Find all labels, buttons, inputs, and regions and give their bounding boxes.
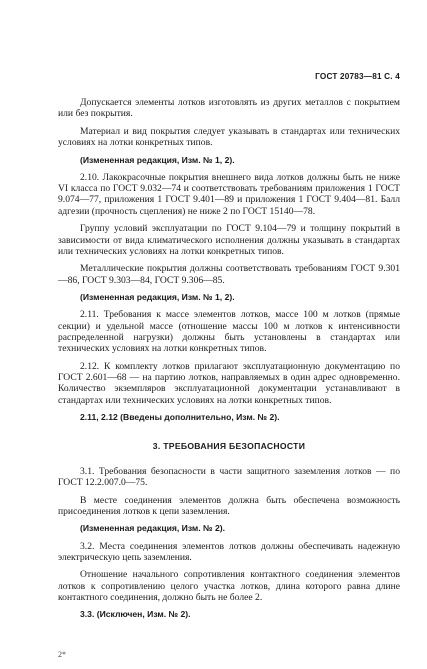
amendment-note: 3.3. (Исключен, Изм. № 2). [80,609,191,620]
paragraph: Отношение начального сопротивления контактного соединения элементов лотков к сопротивлению целого участка лотков, длина которого равна длине контактного соединения, должно быть не более 2. [58,569,400,603]
amendment-note: 2.11, 2.12 (Введены дополнительно, Изм. № 2). [80,412,280,423]
paragraph: 2.11. Требования к массе элементов лотков, массе 100 м лотков (прямые секции) и удельной массе (отношение массы 100 м лотков к интенсивности распределенной нагрузки) должны быть установлены в стандартах или технических условиях на лотки конкретных типов. [58,309,400,355]
paragraph: 2.10. Лакокрасочные покрытия внешнего вида лотков должны быть не ниже VI класса по ГОСТ 9.032—74 и соответствовать требованиям приложения 1 ГОСТ 9.074—77, приложения 1 ГОСТ 9.401—89 и приложения 1 ГОСТ 9.404—81. Балл адгезии (прочность сцепления) не ниже 2 по ГОСТ 15140—78. [58,171,400,217]
document-body [58,97,400,627]
page-footer-mark: 2* [58,650,66,659]
page-header: ГОСТ 20783—81 С. 4 [315,72,400,81]
amendment-note: (Измененная редакция, Изм. № 2). [80,523,226,534]
amendment-note: (Измененная редакция, Изм. № 1, 2). [80,292,235,303]
section-heading: 3. ТРЕБОВАНИЯ БЕЗОПАСНОСТИ [152,441,306,452]
paragraph: Материал и вид покрытия следует указывать в стандартах или технических условиях на лотки конкретных типов. [58,125,400,149]
paragraph: 2.12. К комплекту лотков прилагают эксплуатационную документацию по ГОСТ 2.601—68 — на партию лотков, направляемых в один адрес одновременно. Количество экземпляров эксплуатационной документации устанавливают в стандартах или технических условиях на лотки конкретных типов. [58,360,400,406]
paragraph: Допускается элементы лотков изготовлять из других металлов с покрытием или без покрытия. [58,97,400,120]
paragraph: Группу условий эксплуатации по ГОСТ 9.104—79 и толщину покрытий в зависимости от вида климатического исполнения должны указывать в стандартах или технических условиях на лотки конкретных типов. [58,223,400,257]
paragraph: В месте соединения элементов должна быть обеспечена возможность присоединения лотков к цепи заземления. [58,494,400,517]
paragraph: 3.1. Требования безопасности в части защитного заземления лотков — по ГОСТ 12.2.007.0—75. [58,465,400,489]
amendment-note: (Измененная редакция, Изм. № 1, 2). [80,154,235,165]
paragraph: Металлические покрытия должны соответствовать требованиям ГОСТ 9.301—86, ГОСТ 9.303—84, ГОСТ 9.306—85. [58,263,400,286]
paragraph: 3.2. Места соединения элементов лотков должны обеспечивать надежную электрическую цепь заземления. [58,540,400,563]
